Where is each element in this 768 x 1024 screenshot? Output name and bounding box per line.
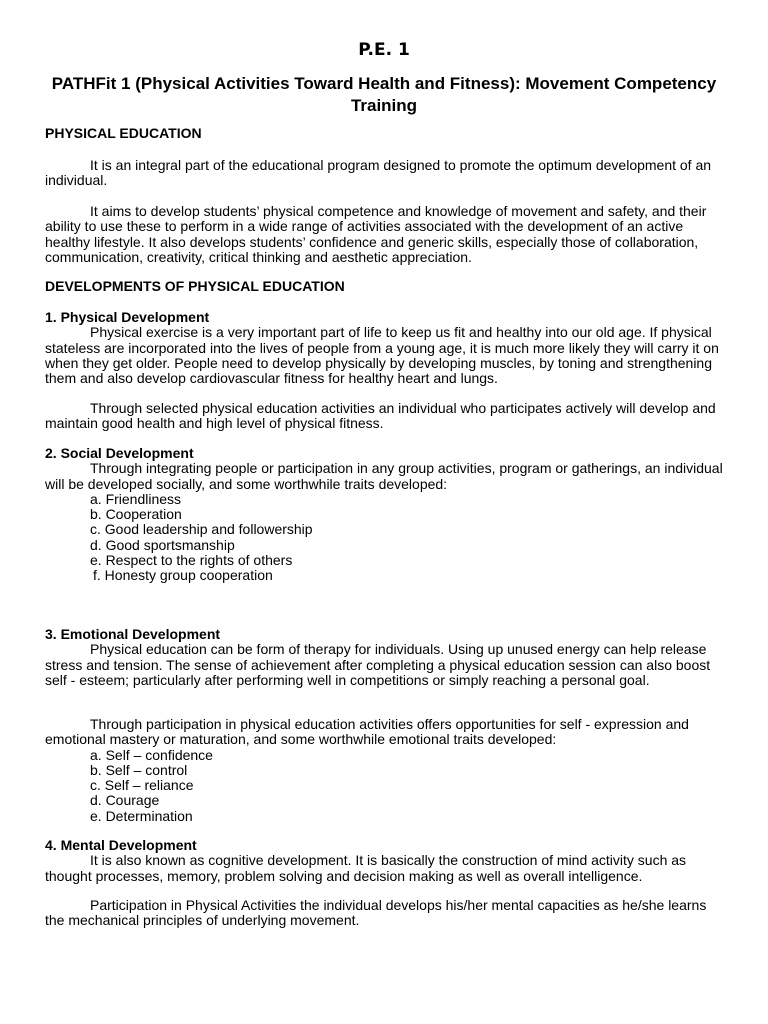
list-item: c. Good leadership and followership <box>90 521 313 538</box>
paragraph: Through participation in physical education activities offers opportunities for self - expression and emotional mastery or maturation, and some worthwhile emotional traits developed: <box>45 716 689 748</box>
emotional-traits-list <box>45 748 725 824</box>
list-item: b. Self – control <box>90 761 188 778</box>
document-title: PATHFit 1 (Physical Activities Toward Health and Fitness): Movement Competency Training <box>51 74 717 115</box>
list-item: a. Self – confidence <box>90 746 213 763</box>
physical-development-section <box>45 310 725 386</box>
mental-development-paragraph-2 <box>45 898 725 929</box>
emotional-development-traits <box>45 717 725 824</box>
list-item: f. Honesty group cooperation <box>93 567 273 584</box>
paragraph: It is also known as cognitive development. It is basically the construction of mind activity such as thought processes, memory, problem solving and decision making as well as overall intelligence. <box>45 852 687 884</box>
mental-development-section <box>45 838 725 884</box>
paragraph: Physical exercise is a very important part of life to keep us fit and healthy into our old age. If physical stateless are incorporated into the lives of people from a young age, it is much more likely they will carry it on when they get older. People need to develop physically by developing muscles, by toning and strengthening them and also develop cardiovascular fitness for healthy heart and lungs. <box>45 324 719 387</box>
intro-paragraph-1 <box>45 158 725 189</box>
list-item: e. Determination <box>90 807 193 824</box>
emotional-development-section <box>45 627 725 688</box>
paragraph: Through selected physical education activities an individual who participates actively will develop and maintain good health and high level of physical fitness. <box>45 400 716 432</box>
subheading-emotional-development: 3. Emotional Development <box>45 626 221 642</box>
subheading-social-development: 2. Social Development <box>45 445 194 461</box>
social-development-section <box>45 446 725 584</box>
physical-development-paragraph-2 <box>45 401 725 432</box>
social-traits-list <box>45 492 725 584</box>
list-item: a. Friendliness <box>90 490 182 507</box>
course-code: P.E. 1 <box>358 40 410 60</box>
section-heading-developments: DEVELOPMENTS OF PHYSICAL EDUCATION <box>45 278 345 294</box>
paragraph: Participation in Physical Activities the individual develops his/her mental capacities as he/she learns the mechanical principles of underlying movement. <box>45 897 707 929</box>
paragraph: It is an integral part of the educational program designed to promote the optimum development of an individual. <box>45 157 712 189</box>
list-item: b. Cooperation <box>90 506 182 523</box>
subheading-physical-development: 1. Physical Development <box>45 309 210 325</box>
list-item: d. Courage <box>90 792 160 809</box>
list-item: d. Good sportsmanship <box>90 536 235 553</box>
section-heading-physical-education: PHYSICAL EDUCATION <box>45 125 202 141</box>
list-item: e. Respect to the rights of others <box>90 552 293 569</box>
paragraph: Through integrating people or participation in any group activities, program or gatherings, an individual will be developed socially, and some worthwhile traits developed: <box>45 460 723 492</box>
paragraph: Physical education can be form of therapy for individuals. Using up unused energy can help release stress and tension. The sense of achievement after completing a physical education session can also boost self - esteem; particularly after performing well in competitions or simply reaching a personal goal. <box>45 641 711 688</box>
paragraph: It aims to develop students’ physical competence and knowledge of movement and safety, and their ability to use these to perform in a wide range of activities associated with the development of an active healthy lifestyle. It also develops students’ confidence and generic skills, especially those of collaboration, communication, creativity, critical thinking and aesthetic appreciation. <box>45 203 707 265</box>
intro-paragraph-2 <box>45 204 725 265</box>
list-item: c. Self – reliance <box>90 777 194 794</box>
subheading-mental-development: 4. Mental Development <box>45 837 197 853</box>
